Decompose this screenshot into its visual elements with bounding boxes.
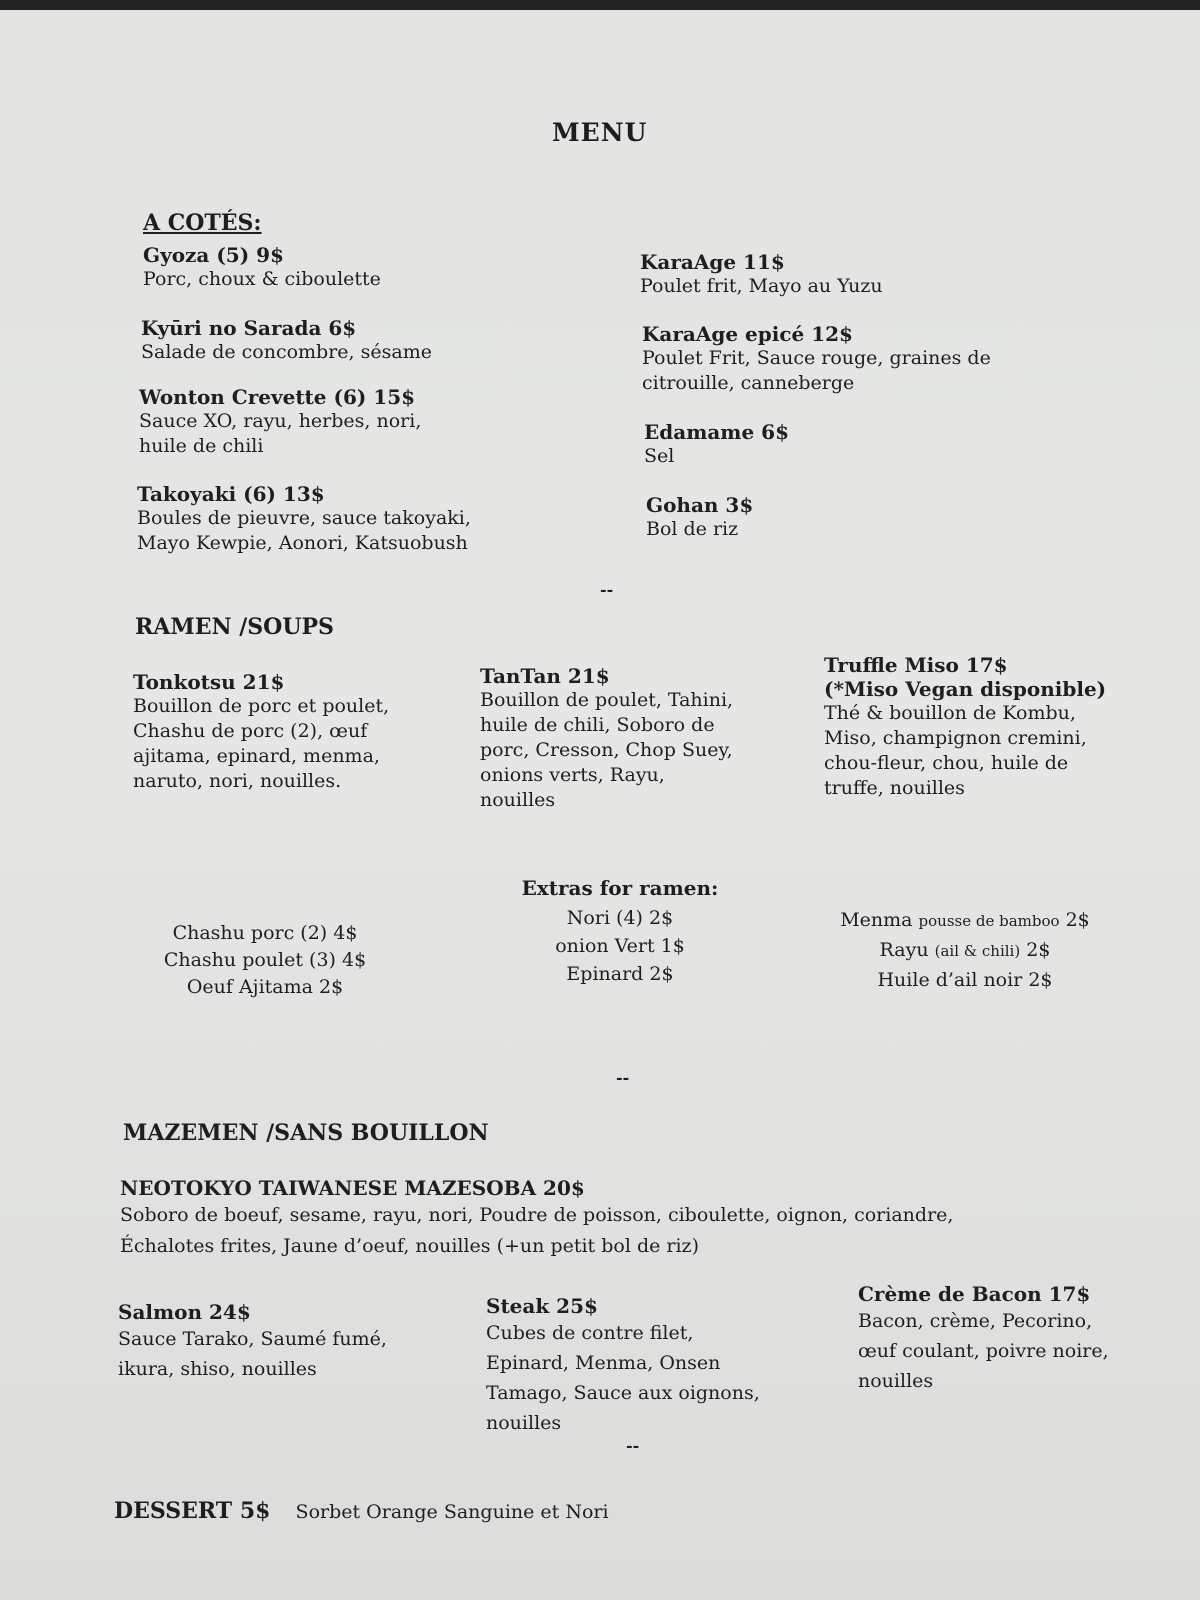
extras-left-list bbox=[140, 920, 390, 1001]
item-desc: nouilles bbox=[858, 1370, 934, 1392]
item-desc: Mayo Kewpie, Aonori, Katsuobush bbox=[137, 532, 468, 554]
item-desc: Thé & bouillon de Kombu, bbox=[824, 702, 1076, 724]
item-desc: citrouille, canneberge bbox=[642, 372, 855, 394]
menu-item-creme-de-bacon bbox=[858, 1282, 1148, 1396]
item-desc: Soboro de boeuf, sesame, rayu, nori, Poudre de poisson, ciboulette, oignon, coriandre, bbox=[120, 1204, 954, 1226]
extra-item: onion Vert 1$ bbox=[555, 935, 685, 957]
extra-item: Nori (4) 2$ bbox=[566, 907, 674, 929]
page-title: MENU bbox=[552, 118, 648, 147]
menu-item-steak bbox=[486, 1294, 806, 1438]
section-heading-ramen: RAMEN /SOUPS bbox=[135, 614, 334, 640]
item-desc: Salade de concombre, sésame bbox=[141, 341, 432, 363]
item-name: Gohan 3$ bbox=[646, 493, 754, 517]
extra-item: Menma pousse de bamboo 2$ bbox=[840, 909, 1090, 931]
extra-item: Oeuf Ajitama 2$ bbox=[186, 976, 344, 998]
item-desc: Tamago, Sauce aux oignons, bbox=[486, 1382, 760, 1404]
item-desc: Miso, champignon cremini, bbox=[824, 727, 1087, 749]
item-desc: Sel bbox=[644, 445, 675, 467]
dessert-desc: Sorbet Orange Sanguine et Nori bbox=[295, 1501, 609, 1523]
item-name: Kyūri no Sarada 6$ bbox=[141, 316, 357, 340]
menu-item-mazesoba bbox=[120, 1176, 1120, 1262]
item-desc: ajitama, epinard, menma, bbox=[133, 745, 380, 767]
extra-item: Rayu (ail & chili) 2$ bbox=[879, 939, 1051, 961]
dessert-line bbox=[114, 1498, 609, 1525]
item-desc: Bacon, crème, Pecorino, bbox=[858, 1310, 1093, 1332]
menu-item-tantan bbox=[480, 664, 800, 813]
menu-page bbox=[0, 10, 1200, 1600]
item-desc: nouilles bbox=[480, 789, 556, 811]
item-desc: œuf coulant, poivre noire, bbox=[858, 1340, 1109, 1362]
menu-item-karaage-epice bbox=[642, 322, 1062, 396]
menu-item-gyoza bbox=[143, 243, 563, 292]
item-desc: naruto, nori, nouilles. bbox=[133, 770, 342, 792]
item-name: TanTan 21$ bbox=[480, 664, 610, 688]
item-desc: Cubes de contre filet, bbox=[486, 1322, 694, 1344]
item-desc: ikura, shiso, nouilles bbox=[118, 1358, 317, 1380]
item-desc: porc, Cresson, Chop Suey, bbox=[480, 739, 733, 761]
menu-item-edamame bbox=[644, 420, 1064, 469]
item-desc: Échalotes frites, Jaune d’oeuf, nouilles (+un petit bol de riz) bbox=[120, 1235, 699, 1257]
item-note: (*Miso Vegan disponible) bbox=[824, 677, 1107, 701]
item-name: KaraAge epicé 12$ bbox=[642, 322, 853, 346]
extras-heading: Extras for ramen: bbox=[521, 876, 719, 900]
separator: -- bbox=[600, 580, 614, 599]
item-name: Edamame 6$ bbox=[644, 420, 789, 444]
item-desc: Epinard, Menma, Onsen bbox=[486, 1352, 721, 1374]
menu-item-gohan bbox=[646, 493, 1066, 542]
item-desc: huile de chili, Soboro de bbox=[480, 714, 715, 736]
item-desc: huile de chili bbox=[139, 435, 264, 457]
item-name: Takoyaki (6) 13$ bbox=[137, 482, 325, 506]
extra-item: Chashu porc (2) 4$ bbox=[172, 922, 358, 944]
menu-item-truffle-miso bbox=[824, 653, 1154, 801]
item-desc: Bouillon de porc et poulet, bbox=[133, 695, 390, 717]
menu-item-takoyaki bbox=[137, 482, 557, 556]
item-name: Steak 25$ bbox=[486, 1294, 598, 1318]
dessert-label: DESSERT 5$ bbox=[114, 1498, 271, 1524]
item-name: Salmon 24$ bbox=[118, 1300, 251, 1324]
extra-item: Chashu poulet (3) 4$ bbox=[163, 949, 367, 971]
item-desc: Bol de riz bbox=[646, 518, 739, 540]
item-desc: Poulet Frit, Sauce rouge, graines de bbox=[642, 347, 991, 369]
extras-mid-list bbox=[500, 904, 740, 988]
separator: -- bbox=[616, 1068, 630, 1087]
item-desc: Chashu de porc (2), œuf bbox=[133, 720, 368, 742]
extra-item: Huile d’ail noir 2$ bbox=[877, 969, 1053, 991]
section-heading-mazemen: MAZEMEN /SANS BOUILLON bbox=[123, 1120, 489, 1146]
item-name: KaraAge 11$ bbox=[640, 250, 785, 274]
item-name: Crème de Bacon 17$ bbox=[858, 1282, 1091, 1306]
item-desc: Boules de pieuvre, sauce takoyaki, bbox=[137, 507, 471, 529]
menu-item-karaage bbox=[640, 250, 1060, 299]
section-heading-a-cotes: A COTÉS: bbox=[143, 210, 262, 236]
item-desc: Bouillon de poulet, Tahini, bbox=[480, 689, 734, 711]
item-desc: Sauce Tarako, Saumé fumé, bbox=[118, 1328, 387, 1350]
separator: -- bbox=[626, 1436, 640, 1455]
menu-item-kyuri bbox=[141, 316, 561, 365]
item-desc: Sauce XO, rayu, herbes, nori, bbox=[139, 410, 422, 432]
item-name: Truffle Miso 17$ bbox=[824, 653, 1008, 677]
extra-item: Epinard 2$ bbox=[566, 963, 674, 985]
item-desc: Porc, choux & ciboulette bbox=[143, 268, 381, 290]
item-desc: Poulet frit, Mayo au Yuzu bbox=[640, 275, 883, 297]
item-desc: truffe, nouilles bbox=[824, 777, 965, 799]
extras-right-list bbox=[820, 906, 1110, 995]
menu-item-salmon bbox=[118, 1300, 418, 1384]
menu-item-tonkotsu bbox=[133, 670, 453, 794]
item-desc: chou-fleur, chou, huile de bbox=[824, 752, 1069, 774]
item-name: Gyoza (5) 9$ bbox=[143, 243, 284, 267]
menu-item-wonton bbox=[139, 385, 559, 459]
item-desc: onions verts, Rayu, bbox=[480, 764, 665, 786]
item-name: Wonton Crevette (6) 15$ bbox=[139, 385, 416, 409]
item-desc: nouilles bbox=[486, 1412, 562, 1434]
item-name: NEOTOKYO TAIWANESE MAZESOBA 20$ bbox=[120, 1176, 585, 1200]
item-name: Tonkotsu 21$ bbox=[133, 670, 285, 694]
